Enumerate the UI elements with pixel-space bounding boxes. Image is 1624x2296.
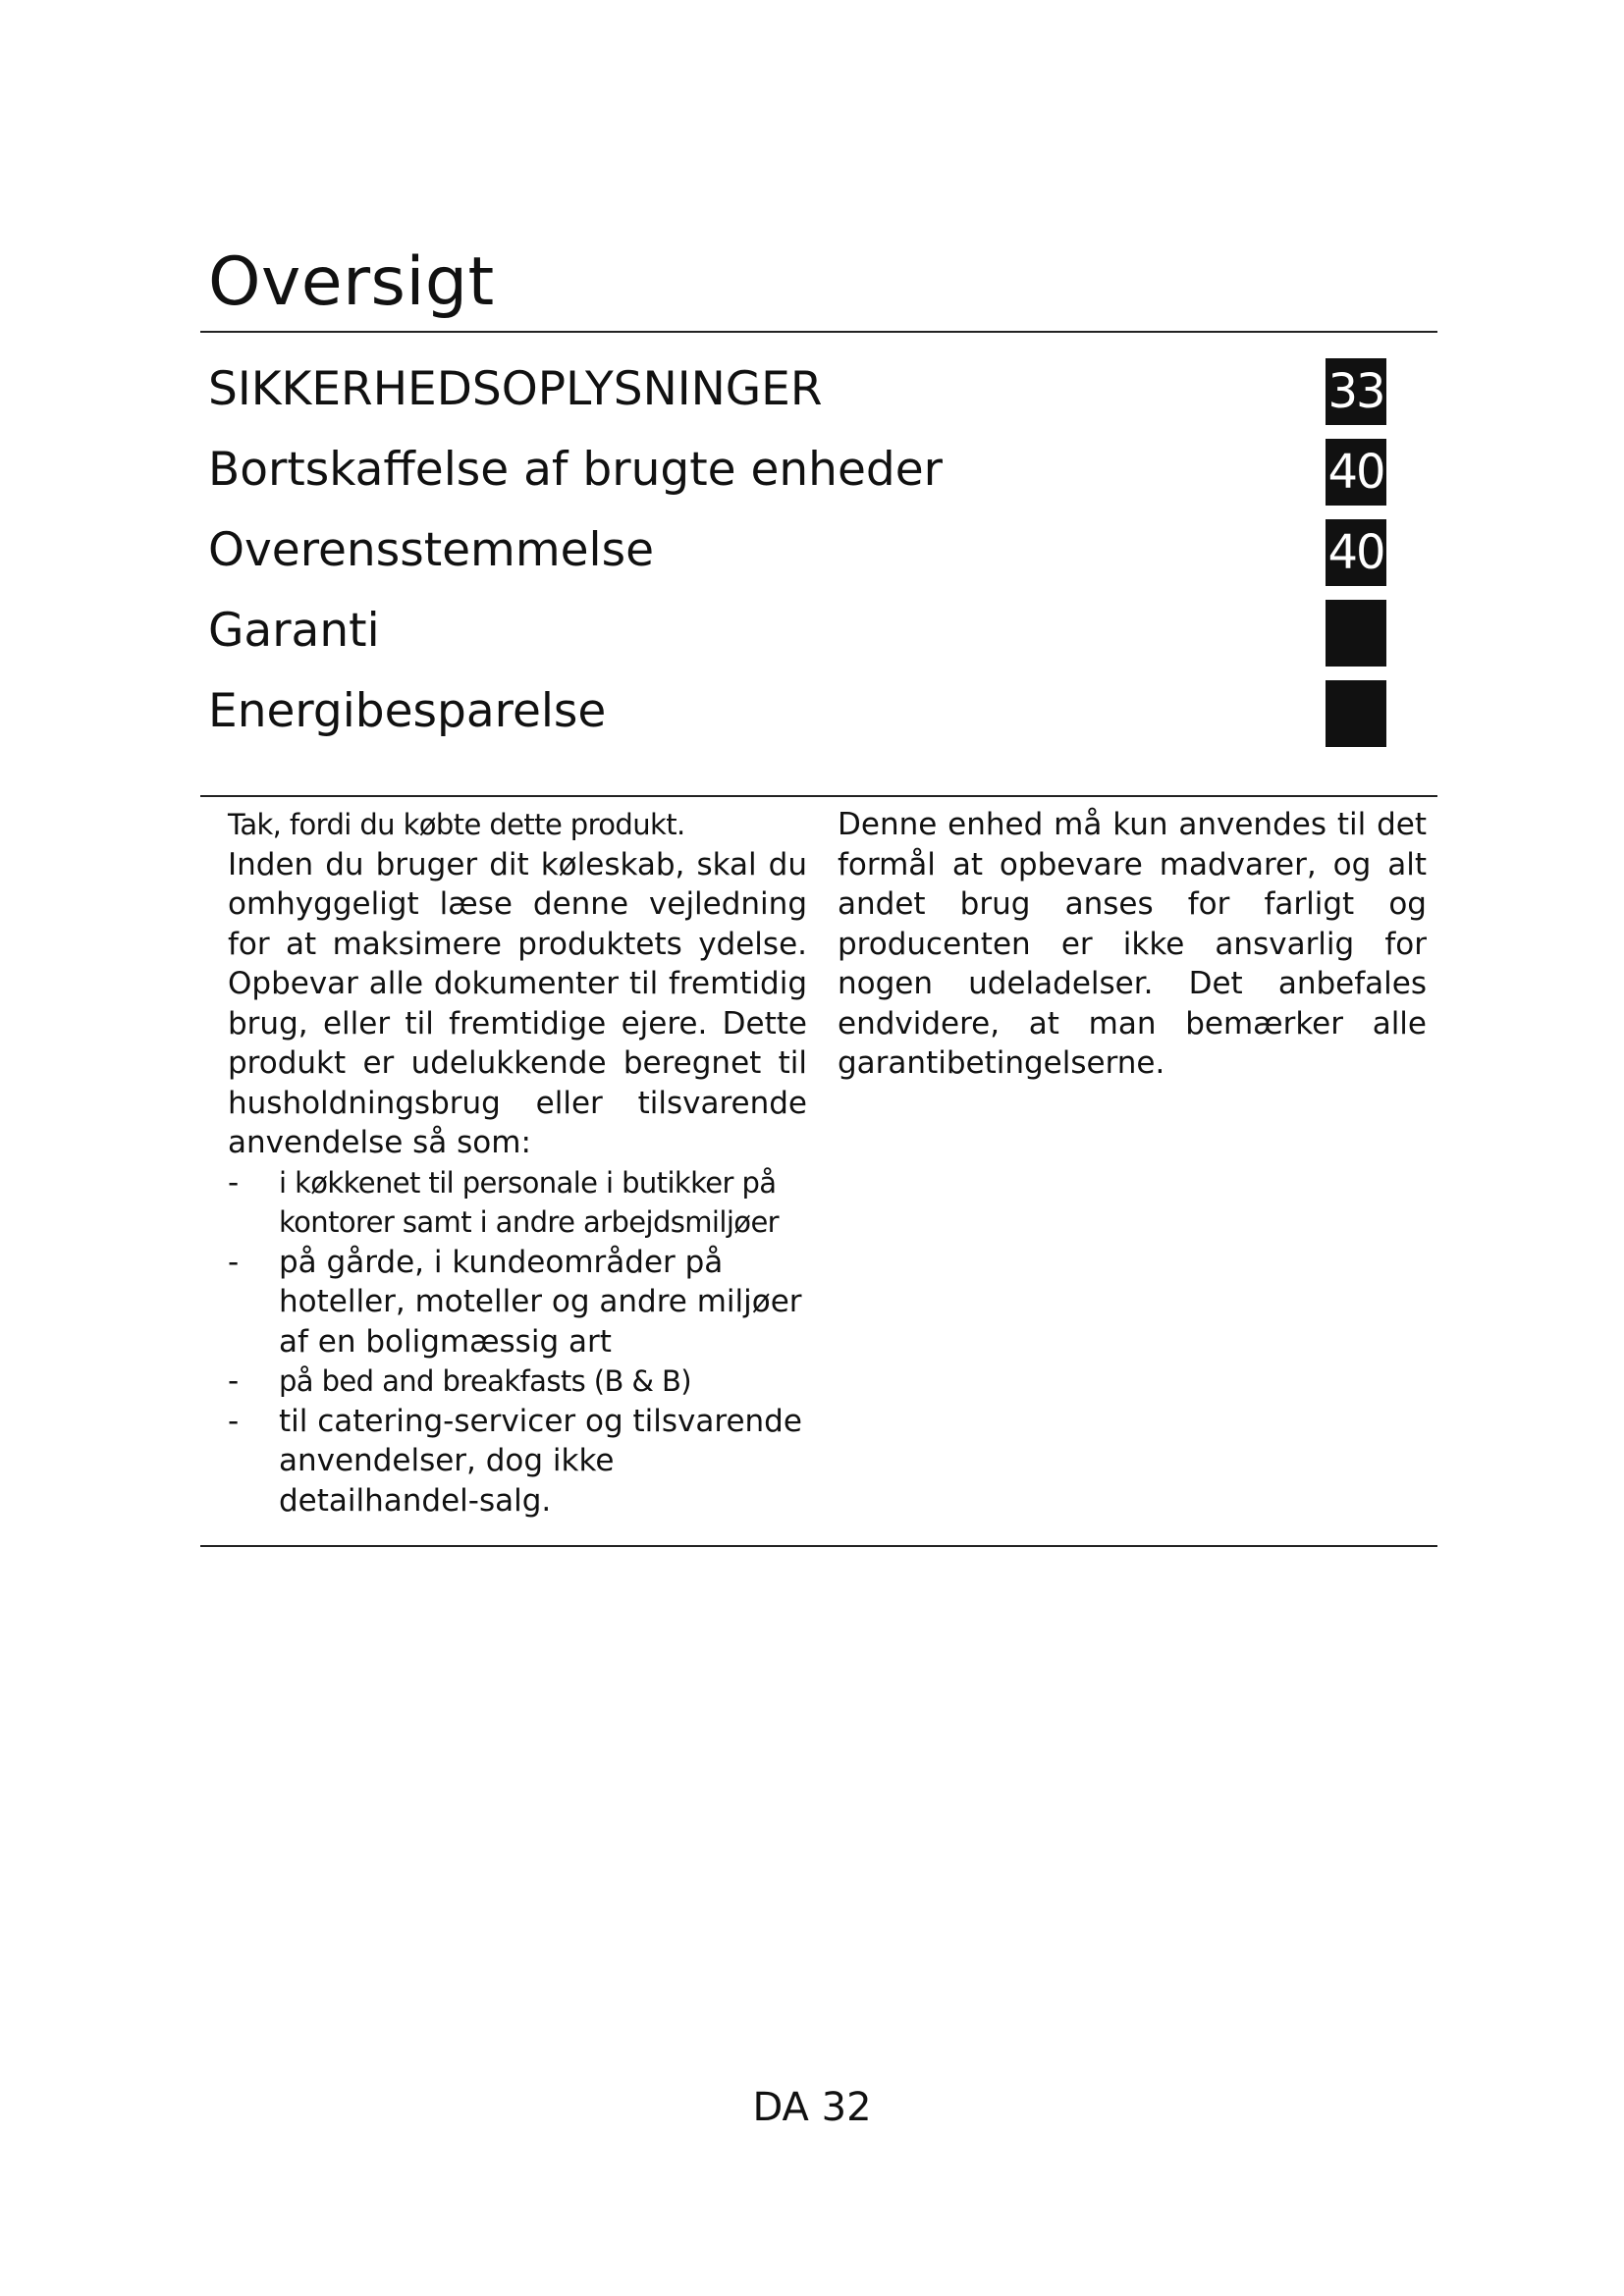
list-dash: - [228,1244,240,1280]
list-item [228,1163,807,1243]
content-divider [200,1545,1437,1547]
usage-list [228,1163,807,1522]
toc-entry[interactable] [208,680,1386,761]
toc-entry[interactable] [208,600,1386,680]
list-item-text: til catering-servicer og tilsvarende anvendelser, dog ikke detailhandel-salg. [279,1403,802,1519]
toc-entry[interactable] [208,439,1386,519]
list-dash: - [228,1403,240,1439]
page-number: DA 32 [752,2085,872,2130]
toc-page-badge [1326,600,1386,667]
list-item-text: på bed and breakfasts (B & B) [279,1364,692,1398]
list-dash: - [228,1363,240,1399]
list-item [228,1362,807,1402]
toc-entry-label: Garanti [208,604,380,658]
list-dash: - [228,1164,240,1201]
intro-right-column [838,805,1427,1084]
page-title: Oversigt [208,243,495,321]
toc-divider [200,795,1437,797]
toc-page-badge: 40 [1326,439,1386,506]
intro-paragraph: Inden du bruger dit køleskab, skal du omhyggeligt læse denne vejledning for at maksimere produktets ydelse. Opbevar alle dokumenter til fremtidig brug, eller til fremtidige ejere. Dette produkt er udelukkende beregnet til husholdningsbrug eller tilsvarende anvendelse så som: [228,846,807,1160]
usage-warning-paragraph: Denne enhed må kun anvendes til det formål at opbevare madvarer, og alt andet brug anses for farligt og producenten er ikke ansvarlig for nogen udeladelser. Det anbefales endvidere, at man bemærker alle garantibetingelserne. [838,807,1427,1081]
toc-entry-label: SIKKERHEDSOPLYSNINGER [208,362,823,416]
toc-entry[interactable] [208,358,1386,439]
table-of-contents [208,358,1386,761]
toc-entry-label: Overensstemmelse [208,523,654,577]
intro-left-column [228,805,807,1521]
toc-page-badge: 40 [1326,519,1386,586]
list-item [228,1243,807,1362]
toc-page-badge: 33 [1326,358,1386,425]
toc-entry-label: Bortskaffelse af brugte enheder [208,443,943,497]
list-item [228,1402,807,1522]
list-item-text: på gårde, i kundeområder på hoteller, moteller og andre miljøer af en boligmæssig art [279,1244,802,1360]
thank-you-text: Tak, fordi du købte dette produkt. [228,808,685,841]
list-item-text: i køkkenet til personale i butikker på kontorer samt i andre arbejdsmiljøer [279,1165,780,1239]
toc-page-badge [1326,680,1386,747]
toc-entry[interactable] [208,519,1386,600]
title-divider [200,331,1437,333]
toc-entry-label: Energibesparelse [208,684,607,738]
